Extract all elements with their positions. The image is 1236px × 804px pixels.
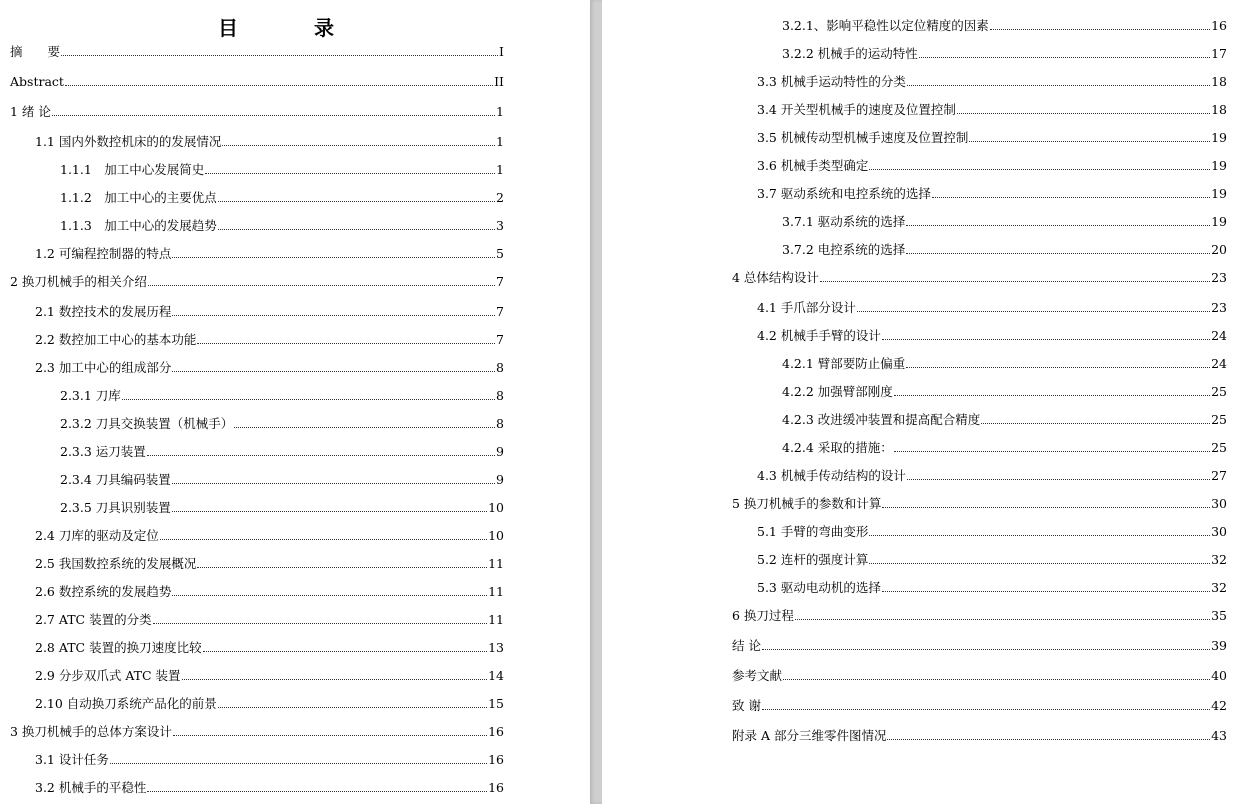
leader-dots: [783, 678, 1210, 680]
leader-dots: [172, 314, 495, 316]
toc-entry-label: 3.3 机械手运动特性的分类: [757, 74, 906, 89]
leader-dots: [222, 144, 495, 146]
toc-entry-label: 6 换刀过程: [732, 608, 794, 623]
toc-entry-page: 35: [1211, 608, 1227, 623]
toc-entry-page: 25: [1211, 384, 1227, 399]
toc-entry-page: 25: [1211, 412, 1227, 427]
toc-entry-page: 1: [496, 162, 504, 177]
leader-dots: [172, 594, 487, 596]
toc-entry[interactable]: [60, 498, 504, 516]
toc-entry-page: 1: [496, 104, 504, 119]
toc-entry-label: 2.9 分步双爪式 ATC 装置: [35, 668, 181, 683]
toc-entry-page: 32: [1211, 580, 1227, 595]
leader-dots: [919, 56, 1210, 58]
toc-entry-page: 43: [1211, 728, 1227, 743]
toc-entry-page: 19: [1211, 158, 1227, 173]
toc-entry-label: 4.2.3 改进缓冲装置和提高配合精度: [782, 412, 981, 427]
toc-entry[interactable]: [782, 438, 1227, 456]
leader-dots: [957, 112, 1210, 114]
toc-entry[interactable]: [35, 638, 504, 656]
toc-entry[interactable]: [757, 156, 1227, 174]
leader-dots: [110, 762, 487, 764]
toc-entry[interactable]: [60, 216, 504, 234]
toc-entry-label: 2.10 自动换刀系统产品化的前景: [35, 696, 217, 711]
leader-dots: [218, 200, 495, 202]
toc-entry-page: 42: [1211, 698, 1227, 713]
toc-entry-page: 7: [496, 332, 504, 347]
toc-entry[interactable]: [10, 722, 504, 740]
toc-entry-page: 40: [1211, 668, 1227, 683]
toc-entry-page: 10: [488, 500, 504, 515]
toc-entry-label: 4.2.2 加强臂部刚度: [782, 384, 893, 399]
leader-dots: [882, 506, 1210, 508]
leader-dots: [907, 478, 1210, 480]
toc-entry-label: 2 换刀机械手的相关介绍: [10, 274, 147, 289]
leader-dots: [218, 706, 487, 708]
leader-dots: [172, 256, 495, 258]
leader-dots: [887, 738, 1210, 740]
toc-entry-page: 16: [1211, 18, 1227, 33]
toc-entry-page: 23: [1211, 300, 1227, 315]
toc-entry-page: 32: [1211, 552, 1227, 567]
leader-dots: [932, 196, 1210, 198]
toc-entry[interactable]: [757, 550, 1227, 568]
toc-entry-label: 5 换刀机械手的参数和计算: [732, 496, 882, 511]
leader-dots: [906, 224, 1210, 226]
leader-dots: [203, 650, 488, 652]
toc-entry[interactable]: [10, 42, 504, 60]
toc-entry-label: 附录 A 部分三维零件图情况: [732, 728, 887, 743]
toc-entry[interactable]: [782, 354, 1227, 372]
leader-dots: [147, 790, 487, 792]
toc-entry[interactable]: [60, 386, 504, 404]
leader-dots: [160, 538, 487, 540]
toc-entry-label: 4.2.4 采取的措施：: [782, 440, 893, 455]
toc-entry[interactable]: [35, 778, 504, 796]
toc-entry-label: 4.1 手爪部分设计: [757, 300, 856, 315]
toc-entry[interactable]: [60, 160, 504, 178]
toc-entry-page: 7: [496, 274, 504, 289]
leader-dots: [197, 342, 495, 344]
leader-dots: [153, 622, 488, 624]
toc-entry-page: 19: [1211, 214, 1227, 229]
toc-entry-label: 3.2 机械手的平稳性: [35, 780, 147, 795]
toc-entry[interactable]: [35, 132, 504, 150]
leader-dots: [122, 398, 495, 400]
toc-entry-label: 5.2 连杆的强度计算: [757, 552, 869, 567]
toc-entry-page: 24: [1211, 328, 1227, 343]
toc-entry-page: II: [494, 74, 504, 89]
toc-entry-page: 3: [496, 218, 504, 233]
toc-entry-label: 2.3.1 刀库: [60, 388, 121, 403]
toc-entry[interactable]: [35, 554, 504, 572]
toc-entry[interactable]: [757, 466, 1227, 484]
toc-entry[interactable]: [35, 750, 504, 768]
toc-entry-label: 2.3.3 运刀装置: [60, 444, 146, 459]
toc-entry-label: 2.6 数控系统的发展趋势: [35, 584, 172, 599]
toc-entry-label: 4 总体结构设计: [732, 270, 819, 285]
toc-entry-label: 2.3.5 刀具识别装置: [60, 500, 171, 515]
toc-entry[interactable]: [732, 636, 1227, 654]
leader-dots: [869, 168, 1210, 170]
toc-entry-page: 19: [1211, 130, 1227, 145]
toc-entry[interactable]: [782, 16, 1227, 34]
toc-entry-label: 3.7.1 驱动系统的选择: [782, 214, 906, 229]
leader-dots: [197, 566, 487, 568]
toc-entry[interactable]: [60, 414, 504, 432]
leader-dots: [65, 84, 493, 86]
toc-entry-page: 1: [496, 134, 504, 149]
toc-entry-label: 4.2 机械手手臂的设计: [757, 328, 881, 343]
toc-entry[interactable]: [782, 240, 1227, 258]
toc-entry-label: 3.2.2 机械手的运动特性: [782, 46, 918, 61]
toc-entry-page: 13: [488, 640, 504, 655]
leader-dots: [907, 84, 1210, 86]
toc-entry-label: 4.3 机械手传动结构的设计: [757, 468, 906, 483]
toc-entry-page: 10: [488, 528, 504, 543]
leader-dots: [147, 454, 495, 456]
toc-entry[interactable]: [782, 410, 1227, 428]
toc-entry[interactable]: [732, 666, 1227, 684]
toc-entry[interactable]: [757, 72, 1227, 90]
toc-entry-label: 2.3 加工中心的组成部分: [35, 360, 172, 375]
toc-entry[interactable]: [732, 268, 1227, 286]
toc-entry-label: 3.7.2 电控系统的选择: [782, 242, 906, 257]
toc-entry-page: 20: [1211, 242, 1227, 257]
leader-dots: [182, 678, 488, 680]
toc-entry-page: 8: [496, 360, 504, 375]
leader-dots: [894, 450, 1210, 452]
toc-entry-label: 2.2 数控加工中心的基本功能: [35, 332, 197, 347]
toc-entry-page: 11: [488, 584, 504, 599]
toc-entry[interactable]: [732, 494, 1227, 512]
toc-entry-page: 8: [496, 388, 504, 403]
toc-entry[interactable]: [757, 184, 1227, 202]
toc-entry-label: 3.1 设计任务: [35, 752, 109, 767]
toc-entry-label: 3.2.1、影响平稳性以定位精度的因素: [782, 18, 989, 33]
toc-entry[interactable]: [732, 726, 1227, 744]
toc-entry-page: 9: [496, 472, 504, 487]
toc-entry-page: 19: [1211, 186, 1227, 201]
leader-dots: [981, 422, 1210, 424]
leader-dots: [762, 648, 1210, 650]
toc-entry-label: 摘 要: [10, 44, 61, 59]
toc-entry-page: 15: [488, 696, 504, 711]
toc-entry-label: 5.1 手臂的弯曲变形: [757, 524, 869, 539]
toc-entry[interactable]: [35, 302, 504, 320]
leader-dots: [218, 228, 495, 230]
leader-dots: [857, 310, 1210, 312]
leader-dots: [906, 366, 1210, 368]
toc-entry-page: 14: [488, 668, 504, 683]
toc-entry[interactable]: [10, 102, 504, 120]
leader-dots: [869, 534, 1210, 536]
leader-dots: [894, 394, 1210, 396]
leader-dots: [52, 114, 495, 116]
toc-entry-label: 1.1 国内外数控机床的的发展情况: [35, 134, 222, 149]
toc-entry-label: 3.7 驱动系统和电控系统的选择: [757, 186, 931, 201]
toc-entry[interactable]: [35, 582, 504, 600]
page-gutter: [590, 0, 602, 804]
toc-entry-page: 9: [496, 444, 504, 459]
toc-entry-label: 结 论: [732, 638, 761, 653]
toc-entry[interactable]: [782, 44, 1227, 62]
leader-dots: [172, 482, 495, 484]
toc-title: 目 录: [218, 16, 362, 40]
leader-dots: [173, 734, 487, 736]
toc-entry-label: 3 换刀机械手的总体方案设计: [10, 724, 172, 739]
toc-entry-label: 1.1.3 加工中心的发展趋势: [60, 218, 217, 233]
toc-entry[interactable]: [757, 298, 1227, 316]
leader-dots: [882, 338, 1210, 340]
toc-entry-page: I: [499, 44, 504, 59]
toc-entry-label: 3.6 机械手类型确定: [757, 158, 869, 173]
toc-entry-page: 2: [496, 190, 504, 205]
toc-entry-page: 8: [496, 416, 504, 431]
toc-entry-page: 24: [1211, 356, 1227, 371]
leader-dots: [990, 28, 1210, 30]
leader-dots: [869, 562, 1210, 564]
toc-entry[interactable]: [782, 212, 1227, 230]
toc-entry-page: 7: [496, 304, 504, 319]
toc-entry-label: 3.5 机械传动型机械手速度及位置控制: [757, 130, 969, 145]
leader-dots: [148, 284, 495, 286]
toc-entry[interactable]: [757, 128, 1227, 146]
leader-dots: [762, 708, 1210, 710]
toc-entry[interactable]: [35, 610, 504, 628]
toc-entry-page: 30: [1211, 524, 1227, 539]
leader-dots: [795, 618, 1210, 620]
toc-entry[interactable]: [10, 272, 504, 290]
toc-entry-page: 23: [1211, 270, 1227, 285]
toc-entry-page: 27: [1211, 468, 1227, 483]
leader-dots: [820, 280, 1210, 282]
toc-entry-label: 5.3 驱动电动机的选择: [757, 580, 881, 595]
toc-entry[interactable]: [35, 694, 504, 712]
toc-entry-label: 2.1 数控技术的发展历程: [35, 304, 172, 319]
toc-entry[interactable]: [60, 470, 504, 488]
toc-entry-page: 39: [1211, 638, 1227, 653]
toc-entry-label: Abstract: [10, 74, 64, 89]
toc-entry-label: 致 谢: [732, 698, 761, 713]
toc-entry-page: 30: [1211, 496, 1227, 511]
leader-dots: [882, 590, 1210, 592]
toc-entry-page: 18: [1211, 102, 1227, 117]
leader-dots: [969, 140, 1210, 142]
toc-entry[interactable]: [757, 326, 1227, 344]
toc-entry[interactable]: [35, 666, 504, 684]
toc-entry[interactable]: [732, 696, 1227, 714]
toc-entry[interactable]: [757, 578, 1227, 596]
leader-dots: [906, 252, 1210, 254]
leader-dots: [61, 54, 498, 56]
toc-entry[interactable]: [60, 188, 504, 206]
toc-entry[interactable]: [757, 100, 1227, 118]
toc-entry-label: 4.2.1 臂部要防止偏重: [782, 356, 906, 371]
toc-entry-page: 16: [488, 752, 504, 767]
toc-entry[interactable]: [782, 382, 1227, 400]
toc-page-left: [0, 0, 590, 804]
leader-dots: [234, 426, 495, 428]
toc-entry-label: 2.8 ATC 装置的换刀速度比较: [35, 640, 202, 655]
toc-entry-label: 1.1.1 加工中心发展简史: [60, 162, 205, 177]
toc-page-right: [602, 0, 1236, 804]
toc-entry-label: 2.3.4 刀具编码装置: [60, 472, 171, 487]
toc-entry-page: 18: [1211, 74, 1227, 89]
toc-entry-page: 11: [488, 556, 504, 571]
toc-entry-label: 2.3.2 刀具交换装置（机械手）: [60, 416, 234, 431]
toc-entry-page: 25: [1211, 440, 1227, 455]
toc-entry-page: 16: [488, 724, 504, 739]
toc-entry[interactable]: [732, 606, 1227, 624]
toc-entry-label: 2.5 我国数控系统的发展概况: [35, 556, 197, 571]
toc-entry-page: 17: [1211, 46, 1227, 61]
toc-entry-label: 1.2 可编程控制器的特点: [35, 246, 172, 261]
leader-dots: [205, 172, 495, 174]
toc-entry-page: 5: [496, 246, 504, 261]
toc-entry-label: 参考文献: [732, 668, 783, 683]
toc-entry-label: 3.4 开关型机械手的速度及位置控制: [757, 102, 956, 117]
leader-dots: [172, 510, 487, 512]
toc-entry[interactable]: [35, 330, 504, 348]
toc-entry[interactable]: [757, 522, 1227, 540]
leader-dots: [172, 370, 495, 372]
toc-entry-label: 1.1.2 加工中心的主要优点: [60, 190, 217, 205]
toc-entry[interactable]: [35, 358, 504, 376]
toc-entry-label: 2.7 ATC 装置的分类: [35, 612, 152, 627]
toc-entry-page: 16: [488, 780, 504, 795]
toc-entry[interactable]: [10, 72, 504, 90]
toc-entry-page: 11: [488, 612, 504, 627]
toc-entry[interactable]: [35, 526, 504, 544]
toc-entry-label: 1 绪 论: [10, 104, 51, 119]
toc-entry-label: 2.4 刀库的驱动及定位: [35, 528, 159, 543]
toc-entry[interactable]: [60, 442, 504, 460]
toc-entry[interactable]: [35, 244, 504, 262]
